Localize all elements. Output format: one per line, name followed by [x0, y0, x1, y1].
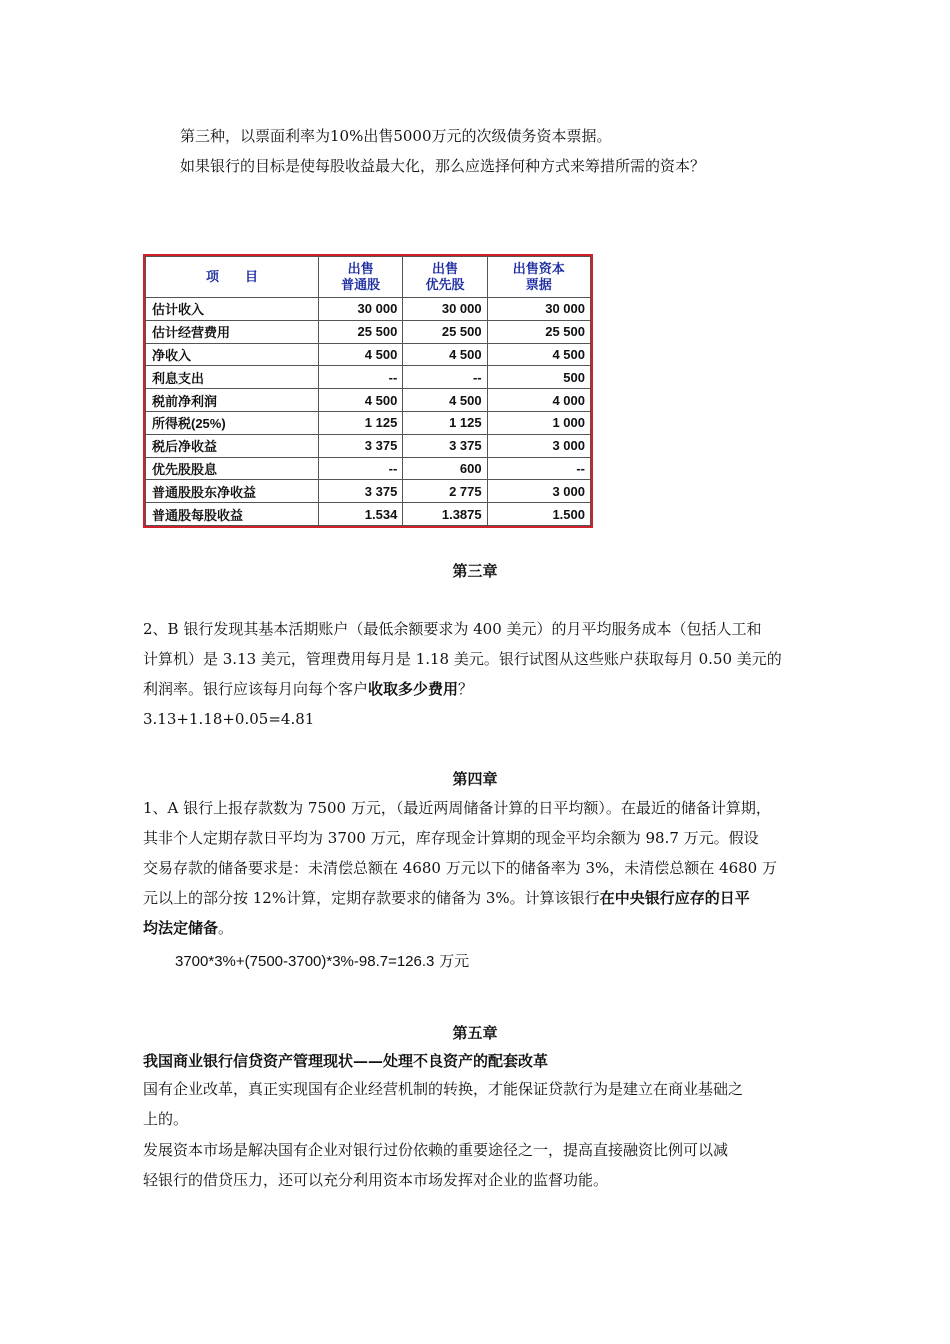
header-capital-notes: 出售资本 票据 [487, 257, 590, 298]
ch3-q3-emphasis: 收取多少费用 [368, 680, 459, 698]
row-value: 4 500 [319, 343, 403, 366]
row-label: 所得税(25%) [146, 411, 319, 434]
row-label: 税后净收益 [146, 434, 319, 457]
row-label: 估计收入 [146, 298, 319, 321]
ch5-subtitle: 我国商业银行信贷资产管理现状——处理不良资产的配套改革 [143, 1052, 549, 1070]
row-value: -- [403, 366, 487, 389]
row-label: 普通股股东净收益 [146, 480, 319, 503]
row-value: 1 125 [319, 411, 403, 434]
ch4-answer-formula: 3700*3%+(7500-3700)*3%-98.7=126.3 [175, 953, 435, 970]
ch3-question-line-3 [143, 678, 473, 700]
row-value: 3 000 [487, 480, 590, 503]
row-value: 25 500 [319, 320, 403, 343]
table-row [146, 480, 591, 503]
table-row [146, 320, 591, 343]
table-row [146, 389, 591, 412]
row-value: 1.534 [319, 503, 403, 526]
row-value: 3 375 [403, 434, 487, 457]
row-value: 3 375 [319, 434, 403, 457]
ch4-q5-emphasis: 均法定储备 [143, 919, 219, 937]
ch4-answer [175, 950, 469, 973]
row-value: 4 500 [487, 343, 590, 366]
row-value: 1 000 [487, 411, 590, 434]
row-value: 4 000 [487, 389, 590, 412]
chapter-3-title: 第三章 [452, 562, 498, 580]
ch3-answer: 3.13+1.18+0.05=4.81 [143, 710, 315, 728]
row-value: 30 000 [403, 298, 487, 321]
ch3-question-line-1: 2、B 银行发现其基本活期账户（最低余额要求为 400 美元）的月平均服务成本（包括人工和 [143, 620, 762, 638]
row-label: 估计经营费用 [146, 320, 319, 343]
ch5-para2-line-2: 轻银行的借贷压力，还可以充分利用资本市场发挥对企业的监督功能。 [143, 1171, 609, 1189]
table-row [146, 503, 591, 526]
row-value: 3 375 [319, 480, 403, 503]
ch4-q5-end: 。 [218, 919, 234, 937]
row-value: 3 000 [487, 434, 590, 457]
table-row [146, 343, 591, 366]
intro-line-2: 如果银行的目标是使每股收益最大化，那么应选择何种方式来筹措所需的资本？ [180, 157, 706, 175]
table-grid [145, 256, 591, 526]
ch4-question-line-3: 交易存款的储备要求是：未清偿总额在 4680 万元以下的储备率为 3%，未清偿总额在 4680 万 [143, 859, 777, 877]
ch4-question-line-1: 1、A 银行上报存款数为 7500 万元，（最近两周储备计算的日平均额）。在最近的储备计算期， [143, 799, 771, 817]
row-label: 优先股股息 [146, 457, 319, 480]
row-value: 1.500 [487, 503, 590, 526]
row-value: 4 500 [319, 389, 403, 412]
ch3-q3-end: ？ [458, 680, 474, 698]
row-value: 25 500 [487, 320, 590, 343]
ch4-q4-text: 元以上的部分按 12%计算，定期存款要求的储备为 3%。计算该银行 [143, 889, 600, 907]
table-row [146, 434, 591, 457]
table-row [146, 298, 591, 321]
ch5-para1-line-2: 上的。 [143, 1110, 189, 1128]
row-label: 税前净利润 [146, 389, 319, 412]
ch4-q4-emphasis: 在中央银行应存的日平 [599, 889, 750, 907]
table-header-row [146, 257, 591, 298]
row-label: 普通股每股收益 [146, 503, 319, 526]
chapter-5-title: 第五章 [452, 1024, 498, 1042]
row-value: 25 500 [403, 320, 487, 343]
row-value: 500 [487, 366, 590, 389]
row-value: -- [487, 457, 590, 480]
ch3-q3-text: 利润率。银行应该每月向每个客户 [143, 680, 369, 698]
ch5-para2-line-1: 发展资本市场是解决国有企业对银行过份依赖的重要途径之一，提高直接融资比例可以减 [143, 1141, 729, 1159]
header-common-stock: 出售 普通股 [319, 257, 403, 298]
row-label: 利息支出 [146, 366, 319, 389]
table-row [146, 411, 591, 434]
row-value: 4 500 [403, 343, 487, 366]
row-value: 30 000 [319, 298, 403, 321]
ch3-question-line-2: 计算机）是 3.13 美元，管理费用每月是 1.18 美元。银行试图从这些账户获取每月 0.50 美元的 [143, 650, 782, 668]
table-row [146, 366, 591, 389]
financing-comparison-table [143, 254, 593, 528]
header-preferred-stock: 出售 优先股 [403, 257, 487, 298]
row-label: 净收入 [146, 343, 319, 366]
row-value: 30 000 [487, 298, 590, 321]
ch4-answer-unit: 万元 [434, 952, 470, 970]
ch4-question-line-4 [143, 887, 750, 909]
row-value: 1 125 [403, 411, 487, 434]
intro-line-1: 第三种，以票面利率为10%出售5000万元的次级债务资本票据。 [180, 127, 612, 145]
row-value: 1.3875 [403, 503, 487, 526]
row-value: -- [319, 457, 403, 480]
ch4-question-line-2: 其非个人定期存款日平均为 3700 万元，库存现金计算期的现金平均余额为 98.7 万元。假设 [143, 829, 759, 847]
row-value: 4 500 [403, 389, 487, 412]
header-item: 项 目 [146, 257, 319, 298]
table-row [146, 457, 591, 480]
row-value: -- [319, 366, 403, 389]
ch4-question-line-5 [143, 917, 233, 939]
row-value: 2 775 [403, 480, 487, 503]
row-value: 600 [403, 457, 487, 480]
ch5-para1-line-1: 国有企业改革，真正实现国有企业经营机制的转换，才能保证贷款行为是建立在商业基础之 [143, 1080, 744, 1098]
chapter-4-title: 第四章 [452, 770, 498, 788]
